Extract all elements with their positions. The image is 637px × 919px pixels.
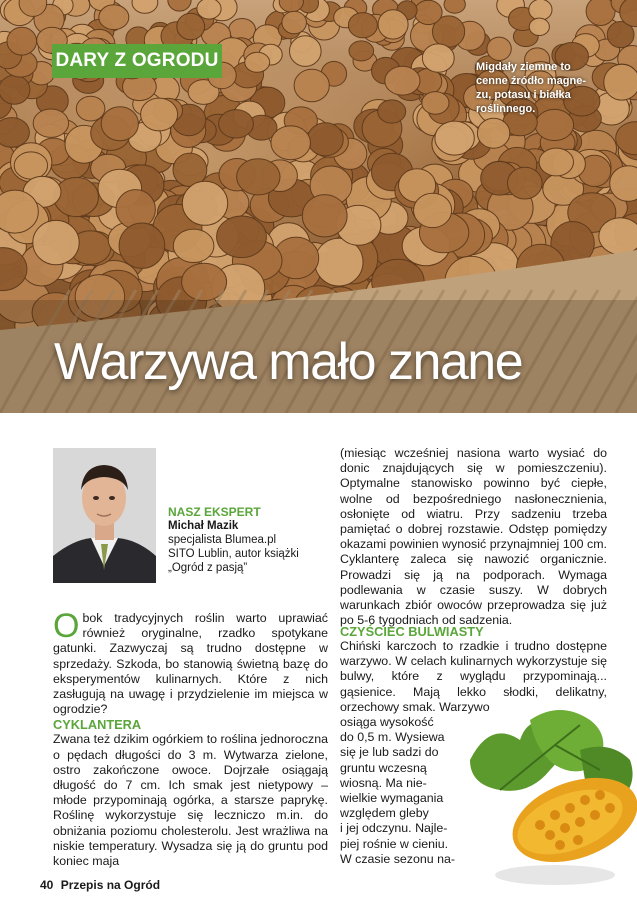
article-column-left bbox=[53, 607, 328, 869]
article-column-right bbox=[340, 446, 607, 628]
photo-caption: Migdały ziemne to cenne źródło magne- zu, potasu i białka roślinnego. bbox=[476, 61, 587, 115]
magazine-name: Przepis na Ogród bbox=[60, 878, 161, 892]
page-footer bbox=[40, 878, 160, 892]
expert-line: specjalista Blumea.pl bbox=[168, 534, 277, 546]
expert-heading: NASZ EKSPERT bbox=[168, 505, 261, 519]
section-paragraph-narrow: osiąga wysokość do 0,5 m. Wysiewa się je lub sadzi do gruntu wczesną wiosną. Ma nie- wielkie wymagania względem gleby i jej odczynu. Najle- piej rośnie w cieniu. W czasie sezonu na- bbox=[340, 715, 456, 866]
intro-paragraph: Obok tradycyjnych roślin warto uprawiać również oryginalne, rzadko spotykane gatunki. Zazwyczaj są trudno dostępne w sprzedaży. Szkoda, bo stanowią świetną bazę do eksperymentów kulinarnych. Które z nich zasługują na uwagę i przydzielenie im miejsca w ogrodzie? bbox=[53, 607, 328, 717]
page-title: Warzywa mało znane bbox=[54, 333, 523, 391]
expert-line: SITO Lublin, autor książki bbox=[168, 548, 299, 560]
expert-line: „Ogród z pasją” bbox=[168, 562, 248, 574]
page-number: 40 bbox=[40, 878, 54, 892]
section-badge: DARY Z OGRODU bbox=[52, 44, 222, 78]
section-heading-cyklantera: CYKLANTERA bbox=[53, 717, 142, 733]
bitter-melon-image bbox=[460, 700, 637, 890]
section-paragraph: Zwana też dzikim ogórkiem to roślina jednoroczna o pędach długości do 3 m. Wytwarza zielone, ostro zakończone owoce. Dojrzałe osiągają długość do 7 cm. Ich smak jest nietypowy – młode przypominają ogórka, a starsze paprykę. Roślinę wykorzystuje się leczniczo m.in. do obniżania poziomu cholesterolu. Jest wrażliwa na niskie temperatury. Wysadza się ją do gruntu pod koniec maja bbox=[53, 732, 328, 869]
section-heading-czysciec: CZYŚCIEC BULWIASTY bbox=[340, 624, 484, 639]
expert-name: Michał Mazik bbox=[168, 520, 239, 532]
expert-info bbox=[168, 505, 328, 575]
section-paragraph-continued: (miesiąc wcześniej nasiona warto wysiać do donic znajdujących się w pomieszczeniu). Optymalne stanowisko powinno być ciepłe, wolne od bezpośredniego nasłonecznienia, osłonięte od wiatru. Przy sadzeniu trzeba pamiętać o dobrej rozstawie. Odstęp pomiędzy okazami powinien wynosić przynajmniej 100 cm. Cyklanterę zaleca się nawozić organicznie. Prowadzi się ją na podporach. Wymaga podlewania w czasie suszy. W dobrych warunkach zbiór owoców przeprowadza się już po 5-6 tygodniach od sadzenia. bbox=[340, 446, 607, 628]
expert-avatar bbox=[53, 448, 156, 583]
section-paragraph: Chiński karczoch to rzadkie i trudno dostępne warzywo. W celach kulinarnych wykorzystuje się bulwy, które z wyglądu przypominają... gąsienice. Mają lekko słodki, delikatny, orzechowy smak. Warzywo bbox=[340, 639, 607, 714]
hero-photo bbox=[0, 0, 637, 413]
dropcap: O bbox=[53, 607, 80, 645]
